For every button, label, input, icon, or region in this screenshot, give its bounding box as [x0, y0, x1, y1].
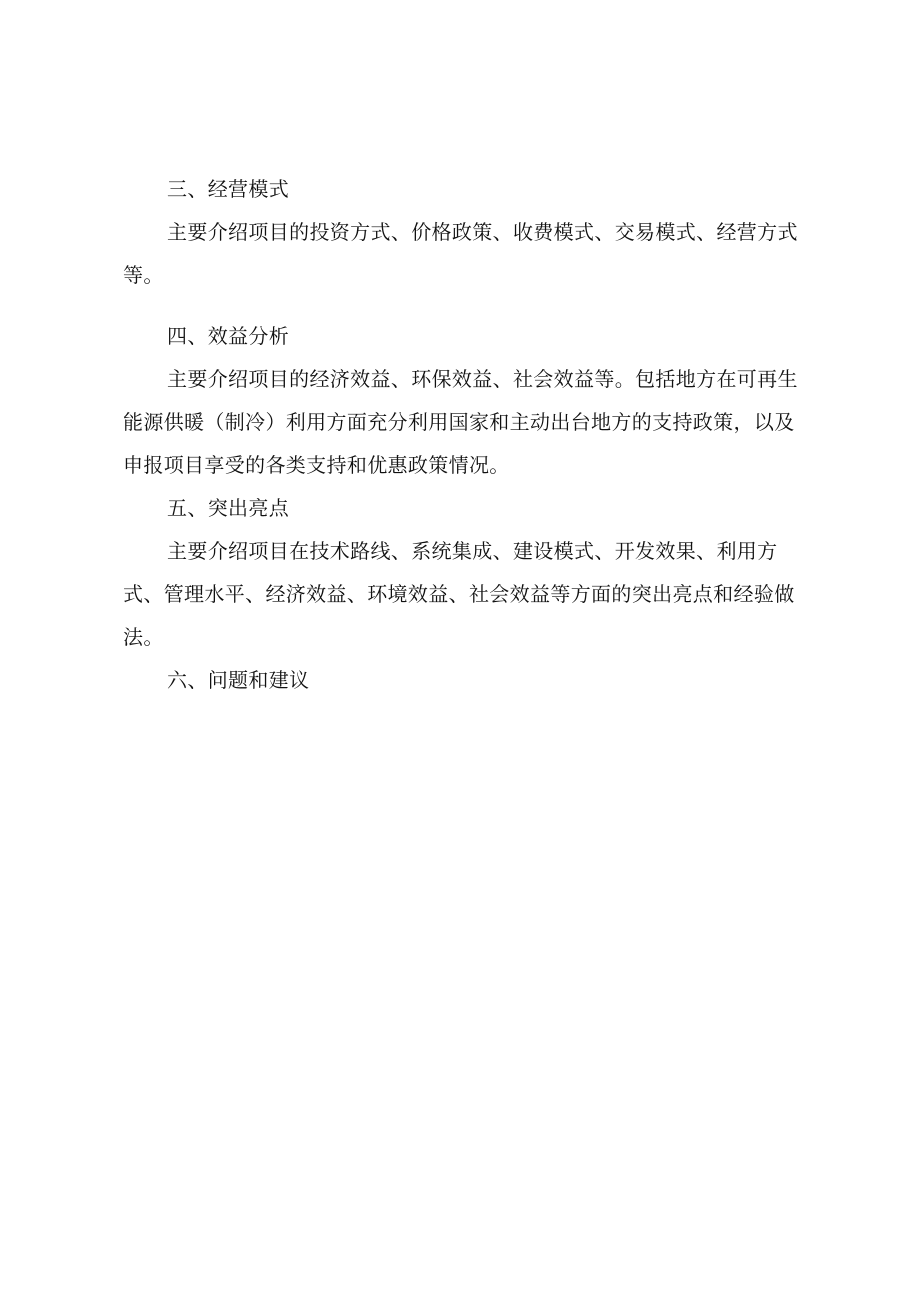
- section-body-business-model: 主要介绍项目的投资方式、价格政策、收费模式、交易模式、经营方式等。: [123, 220, 798, 287]
- section-body-benefit-analysis: 主要介绍项目的经济效益、环保效益、社会效益等。包括地方在可再生能源供暖（制冷）利用方面充分利用国家和主动出台地方的支持政策，以及申报项目享受的各类支持和优惠政策情况。: [123, 367, 798, 477]
- section-body-highlights: 主要介绍项目在技术路线、系统集成、建设模式、开发效果、利用方式、管理水平、经济效益、环境效益、社会效益等方面的突出亮点和经验做法。: [123, 539, 795, 649]
- section-heading-benefit-analysis: 四、效益分析: [167, 324, 290, 348]
- section-heading-highlights: 五、突出亮点: [167, 496, 290, 520]
- section-heading-issues-suggestions: 六、问题和建议: [167, 668, 310, 692]
- section-heading-business-model: 三、经营模式: [167, 177, 290, 201]
- document-body: [123, 168, 813, 702]
- paragraph-spacer: [123, 297, 813, 315]
